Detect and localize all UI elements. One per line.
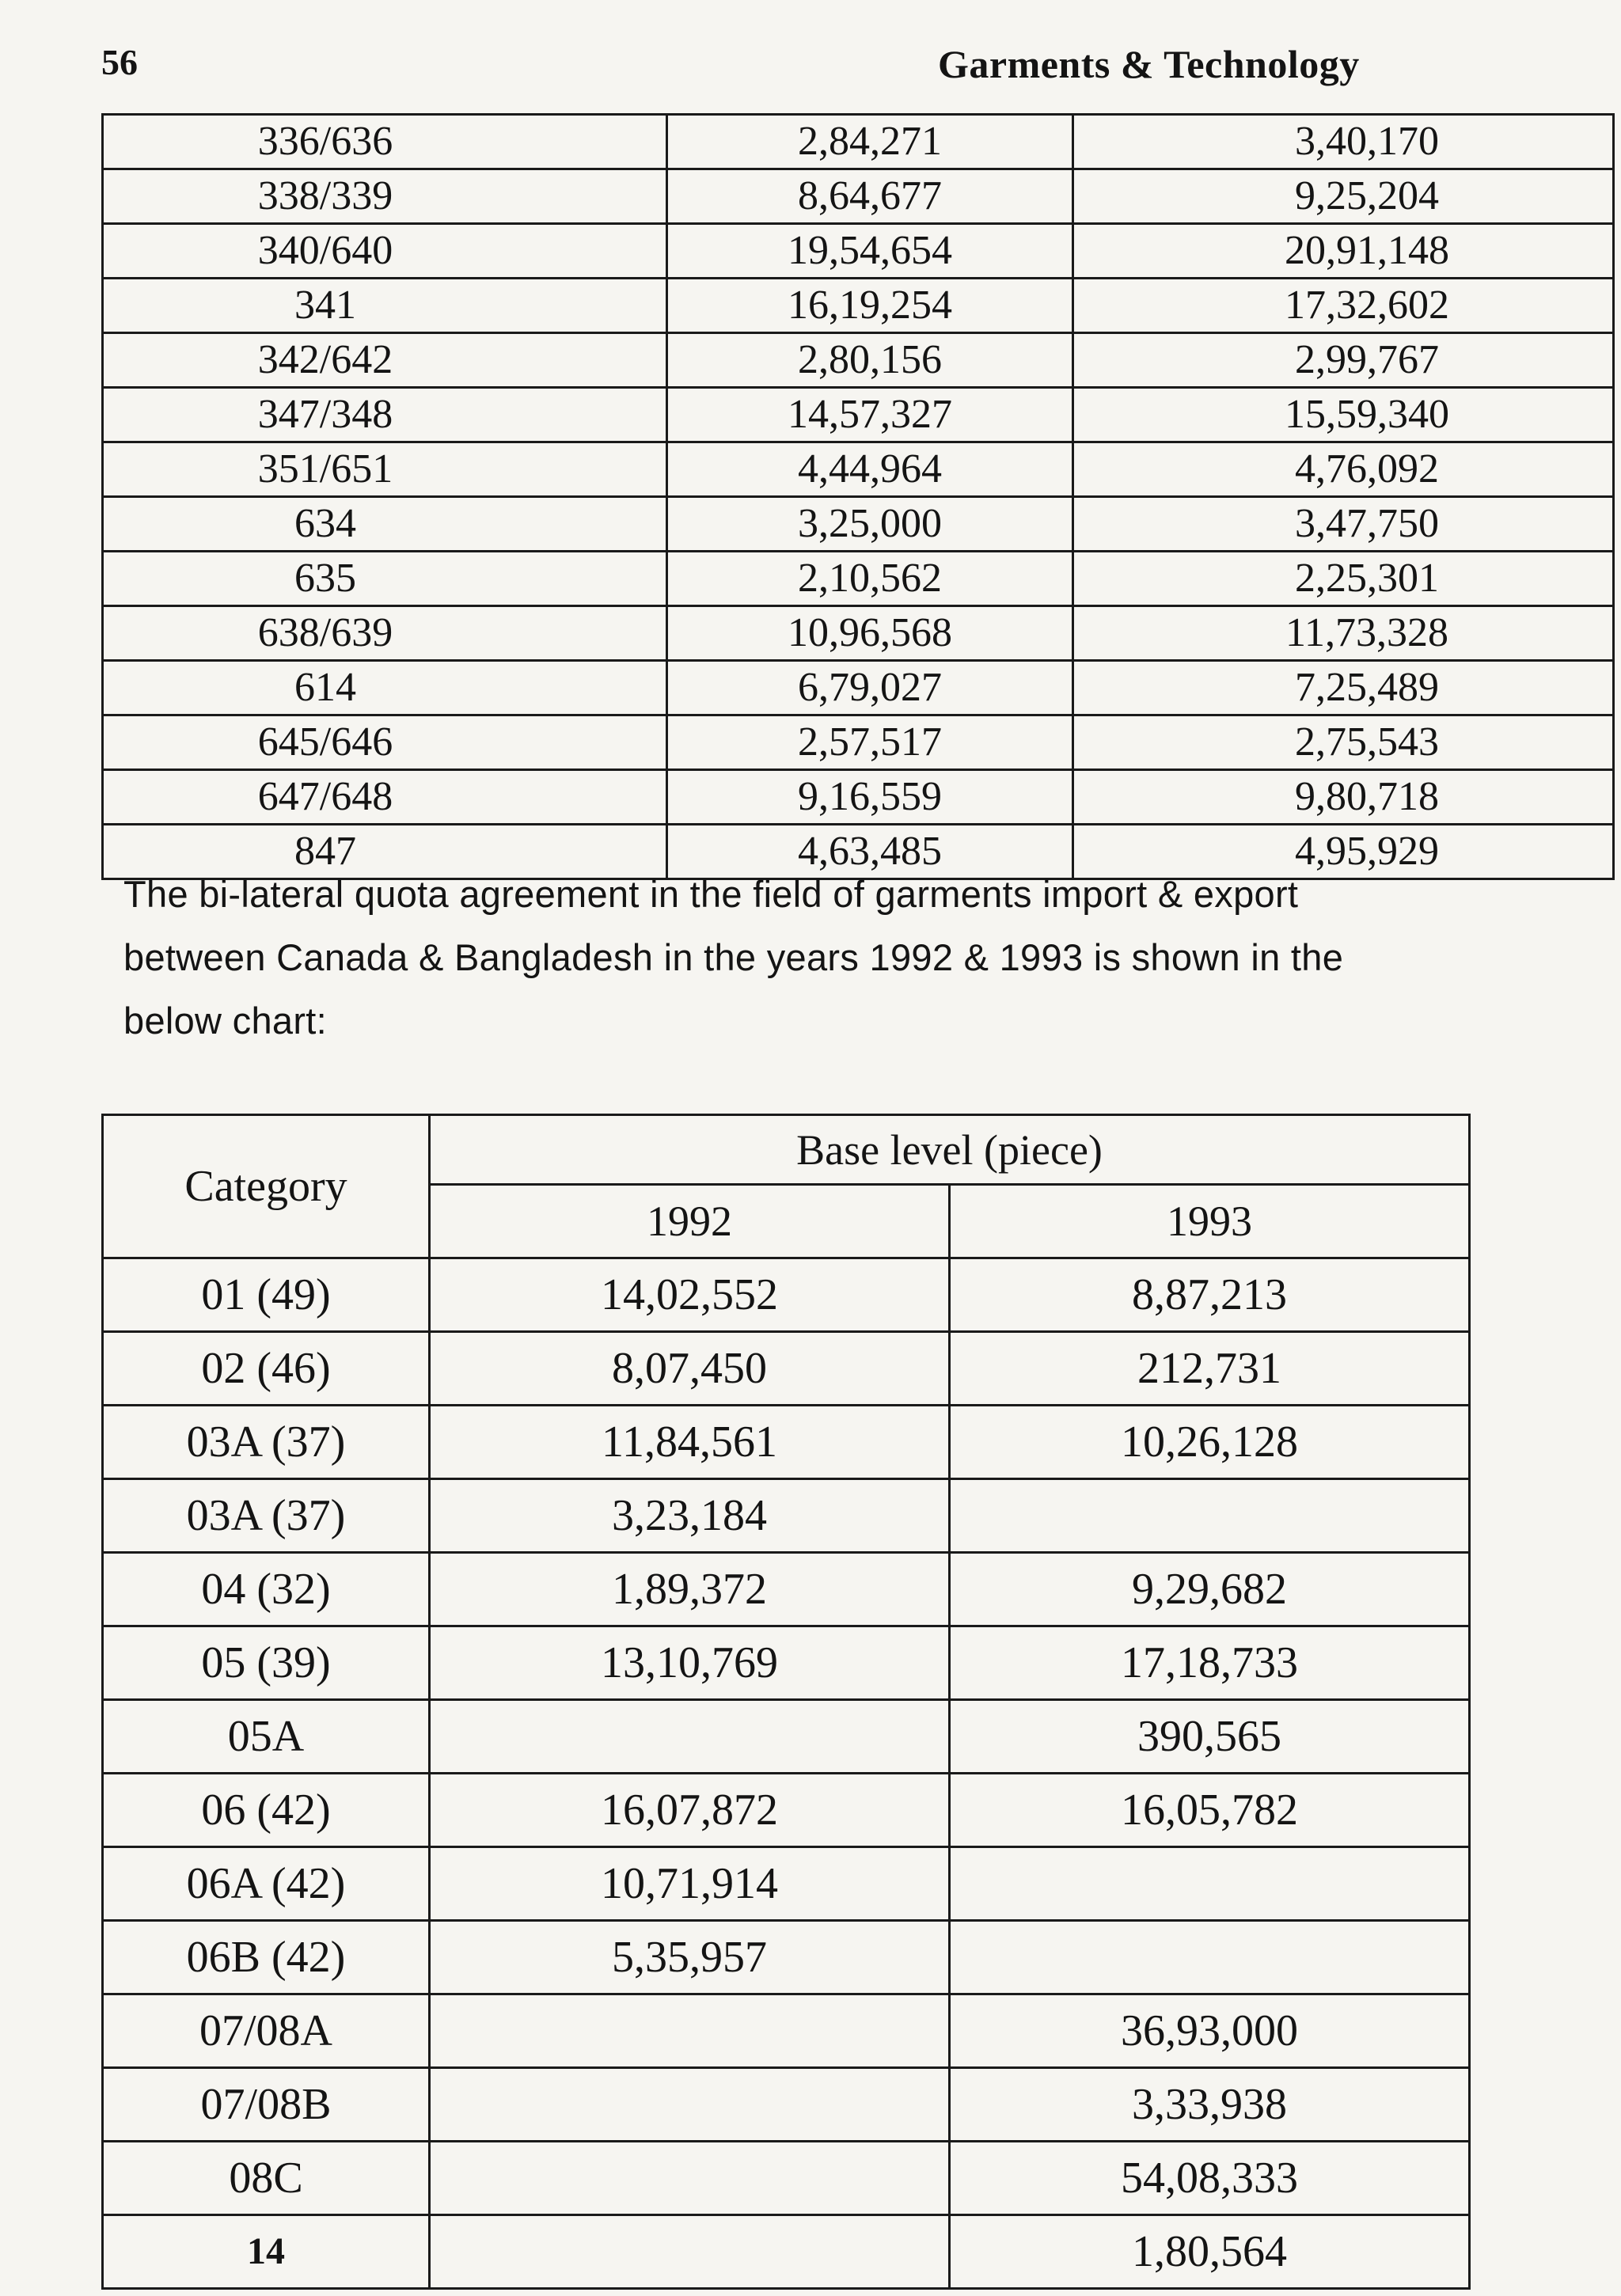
value-cell: 9,80,718	[1073, 770, 1614, 825]
value-cell: 4,63,485	[667, 825, 1073, 879]
category-cell: 06B (42)	[103, 1921, 430, 1994]
table-row	[103, 115, 1614, 169]
canada-bangladesh-quota-table	[101, 1114, 1471, 2290]
table-row	[103, 1258, 1470, 1332]
table-row	[103, 1479, 1470, 1553]
value-1993-cell: 8,87,213	[950, 1258, 1470, 1332]
value-cell: 2,25,301	[1073, 552, 1614, 606]
page-number: 56	[101, 42, 138, 82]
value-1992-cell: 8,07,450	[430, 1332, 950, 1406]
table-row	[103, 2068, 1470, 2142]
value-cell: 3,40,170	[1073, 115, 1614, 169]
category-cell: 340/640	[103, 224, 667, 279]
value-1992-cell: 16,07,872	[430, 1774, 950, 1847]
category-cell: 03A (37)	[103, 1406, 430, 1479]
value-cell: 3,25,000	[667, 497, 1073, 552]
value-1992-cell: 3,23,184	[430, 1479, 950, 1553]
value-cell: 7,25,489	[1073, 661, 1614, 715]
category-cell: 06 (42)	[103, 1774, 430, 1847]
value-cell: 17,32,602	[1073, 279, 1614, 333]
value-1993-cell: 9,29,682	[950, 1553, 1470, 1626]
table-row	[103, 1774, 1470, 1847]
value-cell: 4,76,092	[1073, 442, 1614, 497]
table-row	[103, 1921, 1470, 1994]
value-cell: 4,44,964	[667, 442, 1073, 497]
value-cell: 14,57,327	[667, 388, 1073, 442]
table-row	[103, 442, 1614, 497]
category-cell: 05A	[103, 1700, 430, 1774]
category-cell: 03A (37)	[103, 1479, 430, 1553]
category-cell: 07/08B	[103, 2068, 430, 2142]
value-cell: 20,91,148	[1073, 224, 1614, 279]
value-1992-cell: 13,10,769	[430, 1626, 950, 1700]
value-1992-cell	[430, 2142, 950, 2215]
value-cell: 2,84,271	[667, 115, 1073, 169]
category-cell: 341	[103, 279, 667, 333]
year-1993-header: 1993	[950, 1185, 1470, 1258]
table-row	[103, 770, 1614, 825]
intro-paragraph: The bi-lateral quota agreement in the field of garments import & export between Canada & Bangladesh in the years 1992 & 1993 is shown in the below chart:	[123, 873, 1344, 1042]
category-cell: 336/636	[103, 115, 667, 169]
table-header-row	[103, 1115, 1470, 1185]
table-row	[103, 552, 1614, 606]
value-1993-cell: 54,08,333	[950, 2142, 1470, 2215]
category-cell: 847	[103, 825, 667, 879]
table-row	[103, 497, 1614, 552]
value-cell: 2,75,543	[1073, 715, 1614, 770]
value-1993-cell	[950, 1479, 1470, 1553]
value-cell: 16,19,254	[667, 279, 1073, 333]
table-row	[103, 169, 1614, 224]
table-row	[103, 661, 1614, 715]
value-1993-cell	[950, 1847, 1470, 1921]
category-cell: 634	[103, 497, 667, 552]
value-cell: 2,57,517	[667, 715, 1073, 770]
year-1992-header: 1992	[430, 1185, 950, 1258]
category-cell: 351/651	[103, 442, 667, 497]
value-cell: 11,73,328	[1073, 606, 1614, 661]
value-1992-cell: 1,89,372	[430, 1553, 950, 1626]
category-cell: 638/639	[103, 606, 667, 661]
category-cell: 01 (49)	[103, 1258, 430, 1332]
value-cell: 2,99,767	[1073, 333, 1614, 388]
category-cell: 07/08A	[103, 1994, 430, 2068]
category-cell: 647/648	[103, 770, 667, 825]
table-row	[103, 224, 1614, 279]
category-cell: 14	[103, 2215, 430, 2289]
value-cell: 8,64,677	[667, 169, 1073, 224]
value-1992-cell: 14,02,552	[430, 1258, 950, 1332]
table-row	[103, 1700, 1470, 1774]
value-1993-cell: 3,33,938	[950, 2068, 1470, 2142]
category-cell: 02 (46)	[103, 1332, 430, 1406]
category-cell: 04 (32)	[103, 1553, 430, 1626]
value-1993-cell: 10,26,128	[950, 1406, 1470, 1479]
table-row	[103, 279, 1614, 333]
value-1992-cell: 10,71,914	[430, 1847, 950, 1921]
table-row	[103, 606, 1614, 661]
value-1992-cell	[430, 2215, 950, 2289]
value-1993-cell	[950, 1921, 1470, 1994]
category-cell: 635	[103, 552, 667, 606]
category-cell: 08C	[103, 2142, 430, 2215]
value-1992-cell	[430, 1700, 950, 1774]
table-row	[103, 388, 1614, 442]
value-1993-cell: 390,565	[950, 1700, 1470, 1774]
value-cell: 2,80,156	[667, 333, 1073, 388]
value-1993-cell: 17,18,733	[950, 1626, 1470, 1700]
category-cell: 05 (39)	[103, 1626, 430, 1700]
value-cell: 19,54,654	[667, 224, 1073, 279]
value-cell: 15,59,340	[1073, 388, 1614, 442]
value-1993-cell: 1,80,564	[950, 2215, 1470, 2289]
table-row	[103, 2142, 1470, 2215]
table-row	[103, 1553, 1470, 1626]
table-row	[103, 1406, 1470, 1479]
category-cell: 342/642	[103, 333, 667, 388]
value-1992-cell	[430, 1994, 950, 2068]
table-row	[103, 1332, 1470, 1406]
category-cell: 614	[103, 661, 667, 715]
value-cell: 3,47,750	[1073, 497, 1614, 552]
table-row	[103, 1626, 1470, 1700]
value-cell: 4,95,929	[1073, 825, 1614, 879]
category-cell: 06A (42)	[103, 1847, 430, 1921]
value-cell: 2,10,562	[667, 552, 1073, 606]
table-row	[103, 715, 1614, 770]
table-row	[103, 1847, 1470, 1921]
value-1993-cell: 212,731	[950, 1332, 1470, 1406]
value-cell: 6,79,027	[667, 661, 1073, 715]
base-level-header: Base level (piece)	[430, 1115, 1470, 1185]
category-cell: 645/646	[103, 715, 667, 770]
value-cell: 9,16,559	[667, 770, 1073, 825]
value-1993-cell: 36,93,000	[950, 1994, 1470, 2068]
category-header: Category	[103, 1115, 430, 1258]
category-cell: 347/348	[103, 388, 667, 442]
table-row	[103, 2215, 1470, 2289]
value-1992-cell: 5,35,957	[430, 1921, 950, 1994]
value-cell: 10,96,568	[667, 606, 1073, 661]
running-title: Garments & Technology	[938, 42, 1360, 86]
value-cell: 9,25,204	[1073, 169, 1614, 224]
table-row	[103, 1994, 1470, 2068]
quota-table-continued	[101, 113, 1615, 880]
value-1993-cell: 16,05,782	[950, 1774, 1470, 1847]
value-1992-cell: 11,84,561	[430, 1406, 950, 1479]
category-cell: 338/339	[103, 169, 667, 224]
table-row	[103, 333, 1614, 388]
value-1992-cell	[430, 2068, 950, 2142]
